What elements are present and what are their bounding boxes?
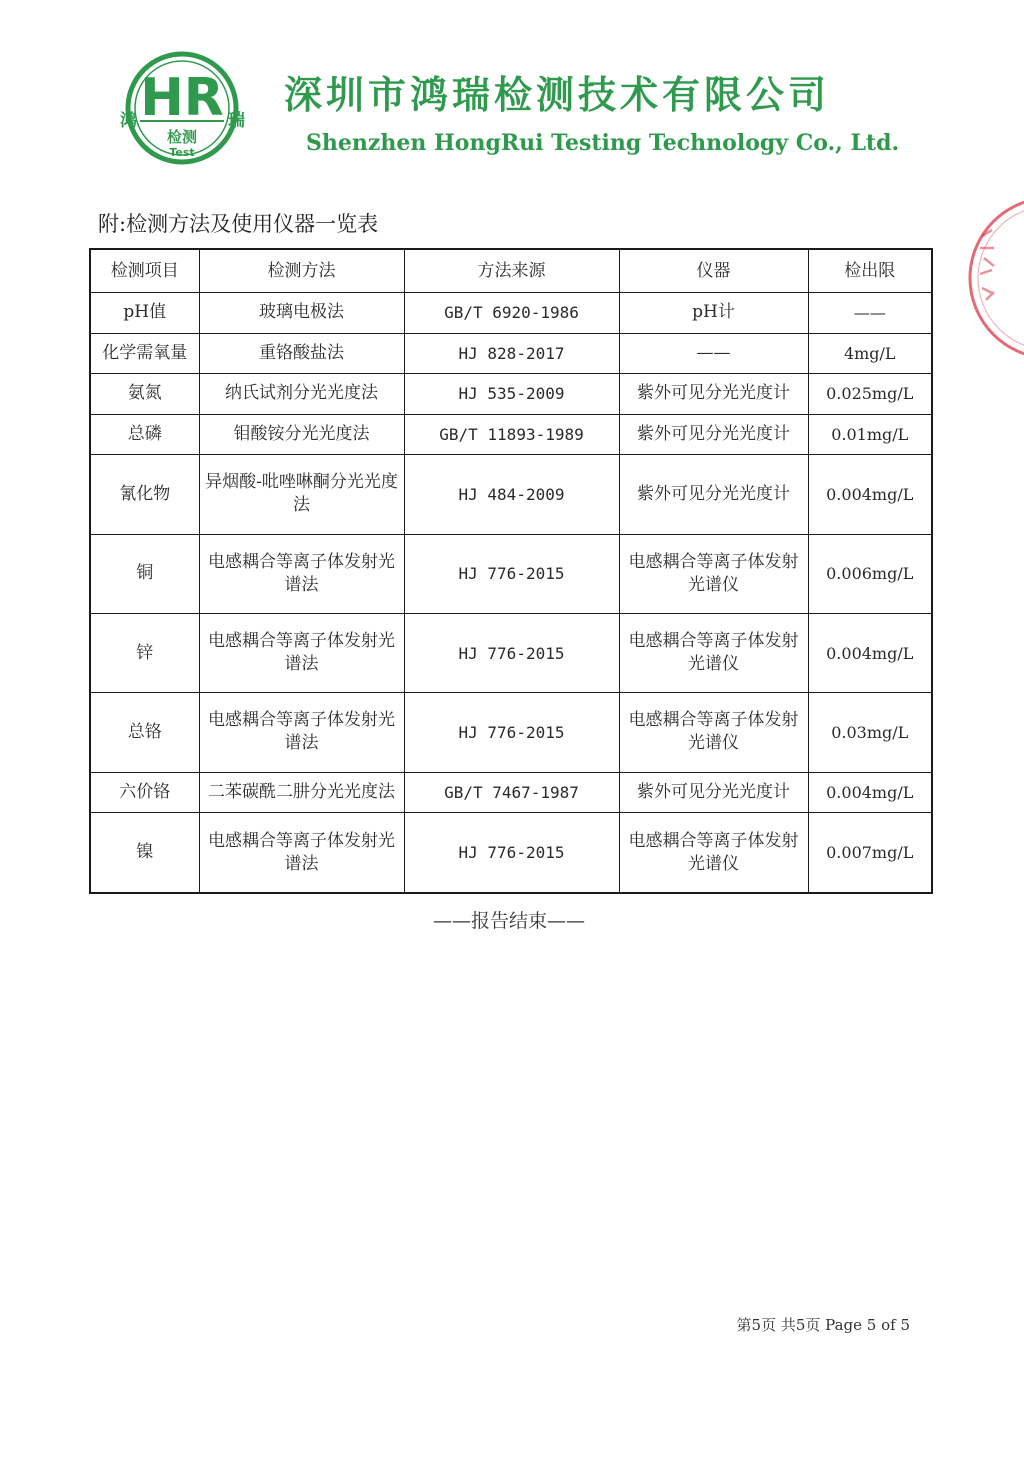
cell-limit: 0.004mg/L: [808, 613, 932, 692]
table-row: [90, 772, 932, 813]
company-logo: [112, 48, 252, 174]
cell-item: 氰化物: [90, 455, 199, 534]
cell-limit: 0.004mg/L: [808, 455, 932, 534]
table-row: [90, 455, 932, 534]
cell-instrument: 电感耦合等离子体发射光谱仪: [619, 693, 808, 772]
cell-method: 纳氏试剂分光光度法: [199, 374, 404, 415]
table-header-row: [90, 249, 932, 293]
table-row: [90, 534, 932, 613]
cell-limit: 0.004mg/L: [808, 772, 932, 813]
cell-source: HJ 776-2015: [404, 813, 619, 893]
cell-instrument: 电感耦合等离子体发射光谱仪: [619, 534, 808, 613]
cell-limit: 4mg/L: [808, 333, 932, 374]
cell-source: GB/T 6920-1986: [404, 293, 619, 334]
cell-item: 总铬: [90, 693, 199, 772]
cell-limit: 0.01mg/L: [808, 414, 932, 455]
cell-instrument: ——: [619, 333, 808, 374]
page-title: 附:检测方法及使用仪器一览表: [98, 212, 379, 236]
cell-limit: 0.006mg/L: [808, 534, 932, 613]
table-body: [90, 293, 932, 894]
table-row: [90, 693, 932, 772]
cell-instrument: 电感耦合等离子体发射光谱仪: [619, 813, 808, 893]
table-row: [90, 414, 932, 455]
cell-instrument: 紫外可见分光光度计: [619, 414, 808, 455]
cell-item: pH值: [90, 293, 199, 334]
table-row: [90, 293, 932, 334]
logo-letters: HR: [140, 68, 224, 128]
cell-method: 电感耦合等离子体发射光谱法: [199, 613, 404, 692]
cell-item: 镍: [90, 813, 199, 893]
cell-method: 玻璃电极法: [199, 293, 404, 334]
table-row: [90, 374, 932, 415]
cell-method: 电感耦合等离子体发射光谱法: [199, 693, 404, 772]
cell-instrument: 紫外可见分光光度计: [619, 772, 808, 813]
logo-sub-cn: 检测: [166, 128, 198, 146]
company-seal-stamp: [930, 196, 1024, 366]
cell-instrument: pH计: [619, 293, 808, 334]
table-row: [90, 333, 932, 374]
logo-right-char: 瑞: [228, 111, 245, 131]
table-row: [90, 813, 932, 893]
company-name-en: Shenzhen HongRui Testing Technology Co., Ltd.: [306, 130, 900, 156]
cell-method: 钼酸铵分光光度法: [199, 414, 404, 455]
cell-instrument: 紫外可见分光光度计: [619, 455, 808, 534]
cell-method: 电感耦合等离子体发射光谱法: [199, 813, 404, 893]
cell-instrument: 电感耦合等离子体发射光谱仪: [619, 613, 808, 692]
cell-method: 重铬酸盐法: [199, 333, 404, 374]
company-name-cn: 深圳市鸿瑞检测技术有限公司: [284, 73, 831, 117]
cell-source: GB/T 7467-1987: [404, 772, 619, 813]
header-method: 检测方法: [199, 249, 404, 293]
logo-left-char: 鸿: [120, 111, 137, 131]
cell-limit: ——: [808, 293, 932, 334]
header-limit: 检出限: [808, 249, 932, 293]
cell-item: 总磷: [90, 414, 199, 455]
cell-item: 铜: [90, 534, 199, 613]
table-row: [90, 613, 932, 692]
methods-table: [89, 248, 933, 894]
header-source: 方法来源: [404, 249, 619, 293]
cell-source: HJ 776-2015: [404, 693, 619, 772]
cell-source: HJ 776-2015: [404, 613, 619, 692]
cell-method: 电感耦合等离子体发射光谱法: [199, 534, 404, 613]
cell-source: HJ 484-2009: [404, 455, 619, 534]
cell-instrument: 紫外可见分光光度计: [619, 374, 808, 415]
cell-source: HJ 776-2015: [404, 534, 619, 613]
cell-source: GB/T 11893-1989: [404, 414, 619, 455]
cell-limit: 0.025mg/L: [808, 374, 932, 415]
cell-limit: 0.03mg/L: [808, 693, 932, 772]
cell-item: 化学需氧量: [90, 333, 199, 374]
header-item: 检测项目: [90, 249, 199, 293]
cell-item: 锌: [90, 613, 199, 692]
cell-limit: 0.007mg/L: [808, 813, 932, 893]
cell-item: 六价铬: [90, 772, 199, 813]
cell-source: HJ 828-2017: [404, 333, 619, 374]
cell-method: 异烟酸-吡唑啉酮分光光度法: [199, 455, 404, 534]
logo-sub-en: Test: [169, 146, 195, 159]
page-number: 第5页 共5页 Page 5 of 5: [736, 1316, 910, 1334]
cell-method: 二苯碳酰二肼分光光度法: [199, 772, 404, 813]
header-instrument: 仪器: [619, 249, 808, 293]
cell-source: HJ 535-2009: [404, 374, 619, 415]
cell-item: 氨氮: [90, 374, 199, 415]
report-end-marker: ——报告结束——: [432, 910, 585, 932]
